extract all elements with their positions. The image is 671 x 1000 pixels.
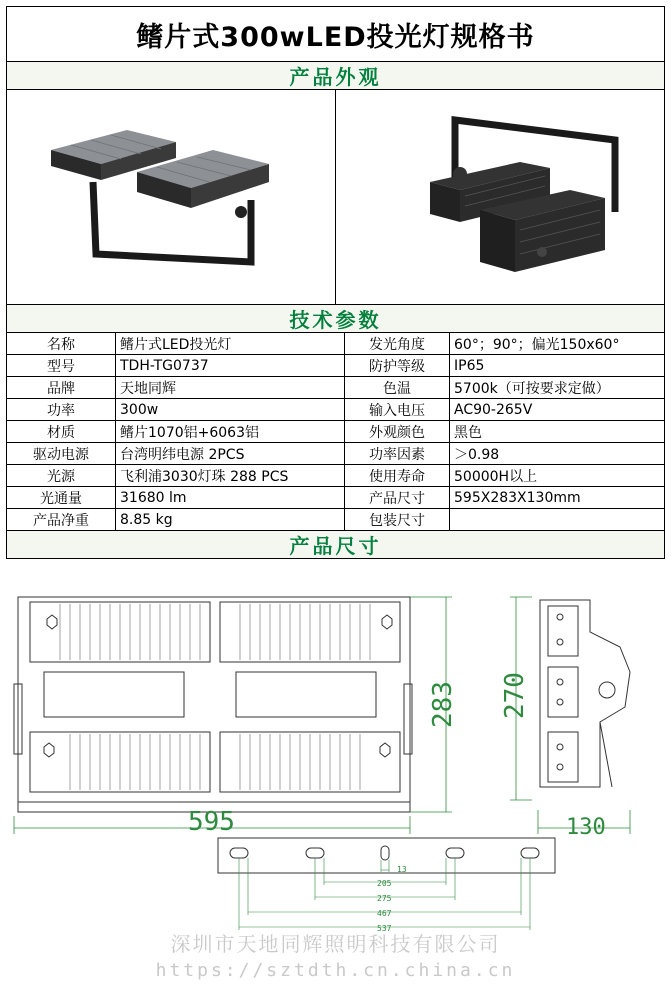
param-value: 天地同辉: [116, 377, 345, 399]
dimension-lines: [14, 597, 630, 834]
table-row: [7, 377, 664, 399]
watermark-url: https://sztdth.cn.china.cn: [155, 960, 516, 981]
bracket-dim-537: 537: [377, 924, 392, 933]
param-value: 31680 lm: [116, 487, 345, 509]
table-row: [7, 333, 664, 355]
table-row: [7, 487, 664, 509]
param-label: 输入电压: [345, 399, 450, 421]
table-row: [7, 355, 664, 377]
param-value: IP65: [450, 355, 665, 377]
width-dimension-label: 595: [188, 807, 235, 837]
product-photo-front: [7, 90, 335, 304]
front-view: [14, 597, 412, 812]
param-label: 品牌: [7, 377, 116, 399]
param-value: 黑色: [450, 421, 665, 443]
param-value: 台湾明纬电源 2PCS: [116, 443, 345, 465]
params-table: [7, 333, 664, 531]
param-label: 包装尺寸: [345, 509, 450, 531]
param-value: 鳍片1070铝+6063铝: [116, 421, 345, 443]
bracket-view: [218, 838, 555, 873]
param-value: 595X283X130mm: [450, 487, 665, 509]
param-label: 光通量: [7, 487, 116, 509]
side-view: [540, 600, 630, 787]
param-value: AC90-265V: [450, 399, 665, 421]
fin-hatching: [60, 604, 370, 790]
param-label: 使用寿命: [345, 465, 450, 487]
section-params: 技术参数: [7, 305, 664, 333]
bracket-dim-205: 205: [377, 879, 392, 888]
param-value: 5700k（可按要求定做）: [450, 377, 665, 399]
param-label: 型号: [7, 355, 116, 377]
param-label: 防护等级: [345, 355, 450, 377]
depth-dimension-label: 130: [566, 815, 606, 840]
param-value: 8.85 kg: [116, 509, 345, 531]
param-value: [450, 509, 665, 531]
watermark-company: 深圳市天地同辉照明科技有限公司: [170, 932, 501, 956]
param-label: 外观颜色: [345, 421, 450, 443]
param-label: 材质: [7, 421, 116, 443]
product-photos: [7, 90, 664, 305]
document-title: 鳍片式300wLED投光灯规格书: [7, 7, 664, 62]
product-photo-back: [335, 90, 664, 304]
param-value: 60°；90°；偏光150x60°: [450, 333, 665, 355]
param-label: 色温: [345, 377, 450, 399]
param-value: 鳍片式LED投光灯: [116, 333, 345, 355]
bracket-dim-275: 275: [377, 894, 392, 903]
table-row: [7, 421, 664, 443]
bracket-dim-13: 13: [397, 865, 407, 874]
spec-sheet: [6, 6, 665, 559]
param-value: ＞0.98: [450, 443, 665, 465]
table-row: [7, 443, 664, 465]
param-value: TDH-TG0737: [116, 355, 345, 377]
param-value: 300w: [116, 399, 345, 421]
param-label: 驱动电源: [7, 443, 116, 465]
table-row: [7, 399, 664, 421]
param-label: 功率因素: [345, 443, 450, 465]
param-label: 发光角度: [345, 333, 450, 355]
param-value: 50000H以上: [450, 465, 665, 487]
bracket-dim-467: 467: [377, 909, 392, 918]
param-label: 产品尺寸: [345, 487, 450, 509]
section-appearance: 产品外观: [7, 62, 664, 90]
section-dimensions: 产品尺寸: [7, 531, 664, 558]
param-label: 名称: [7, 333, 116, 355]
param-label: 光源: [7, 465, 116, 487]
height-dimension-label: 283: [428, 681, 458, 728]
table-row: [7, 509, 664, 531]
param-label: 产品净重: [7, 509, 116, 531]
table-row: [7, 465, 664, 487]
side-height-dimension-label: 270: [500, 672, 530, 719]
param-label: 功率: [7, 399, 116, 421]
param-value: 飞利浦3030灯珠 288 PCS: [116, 465, 345, 487]
